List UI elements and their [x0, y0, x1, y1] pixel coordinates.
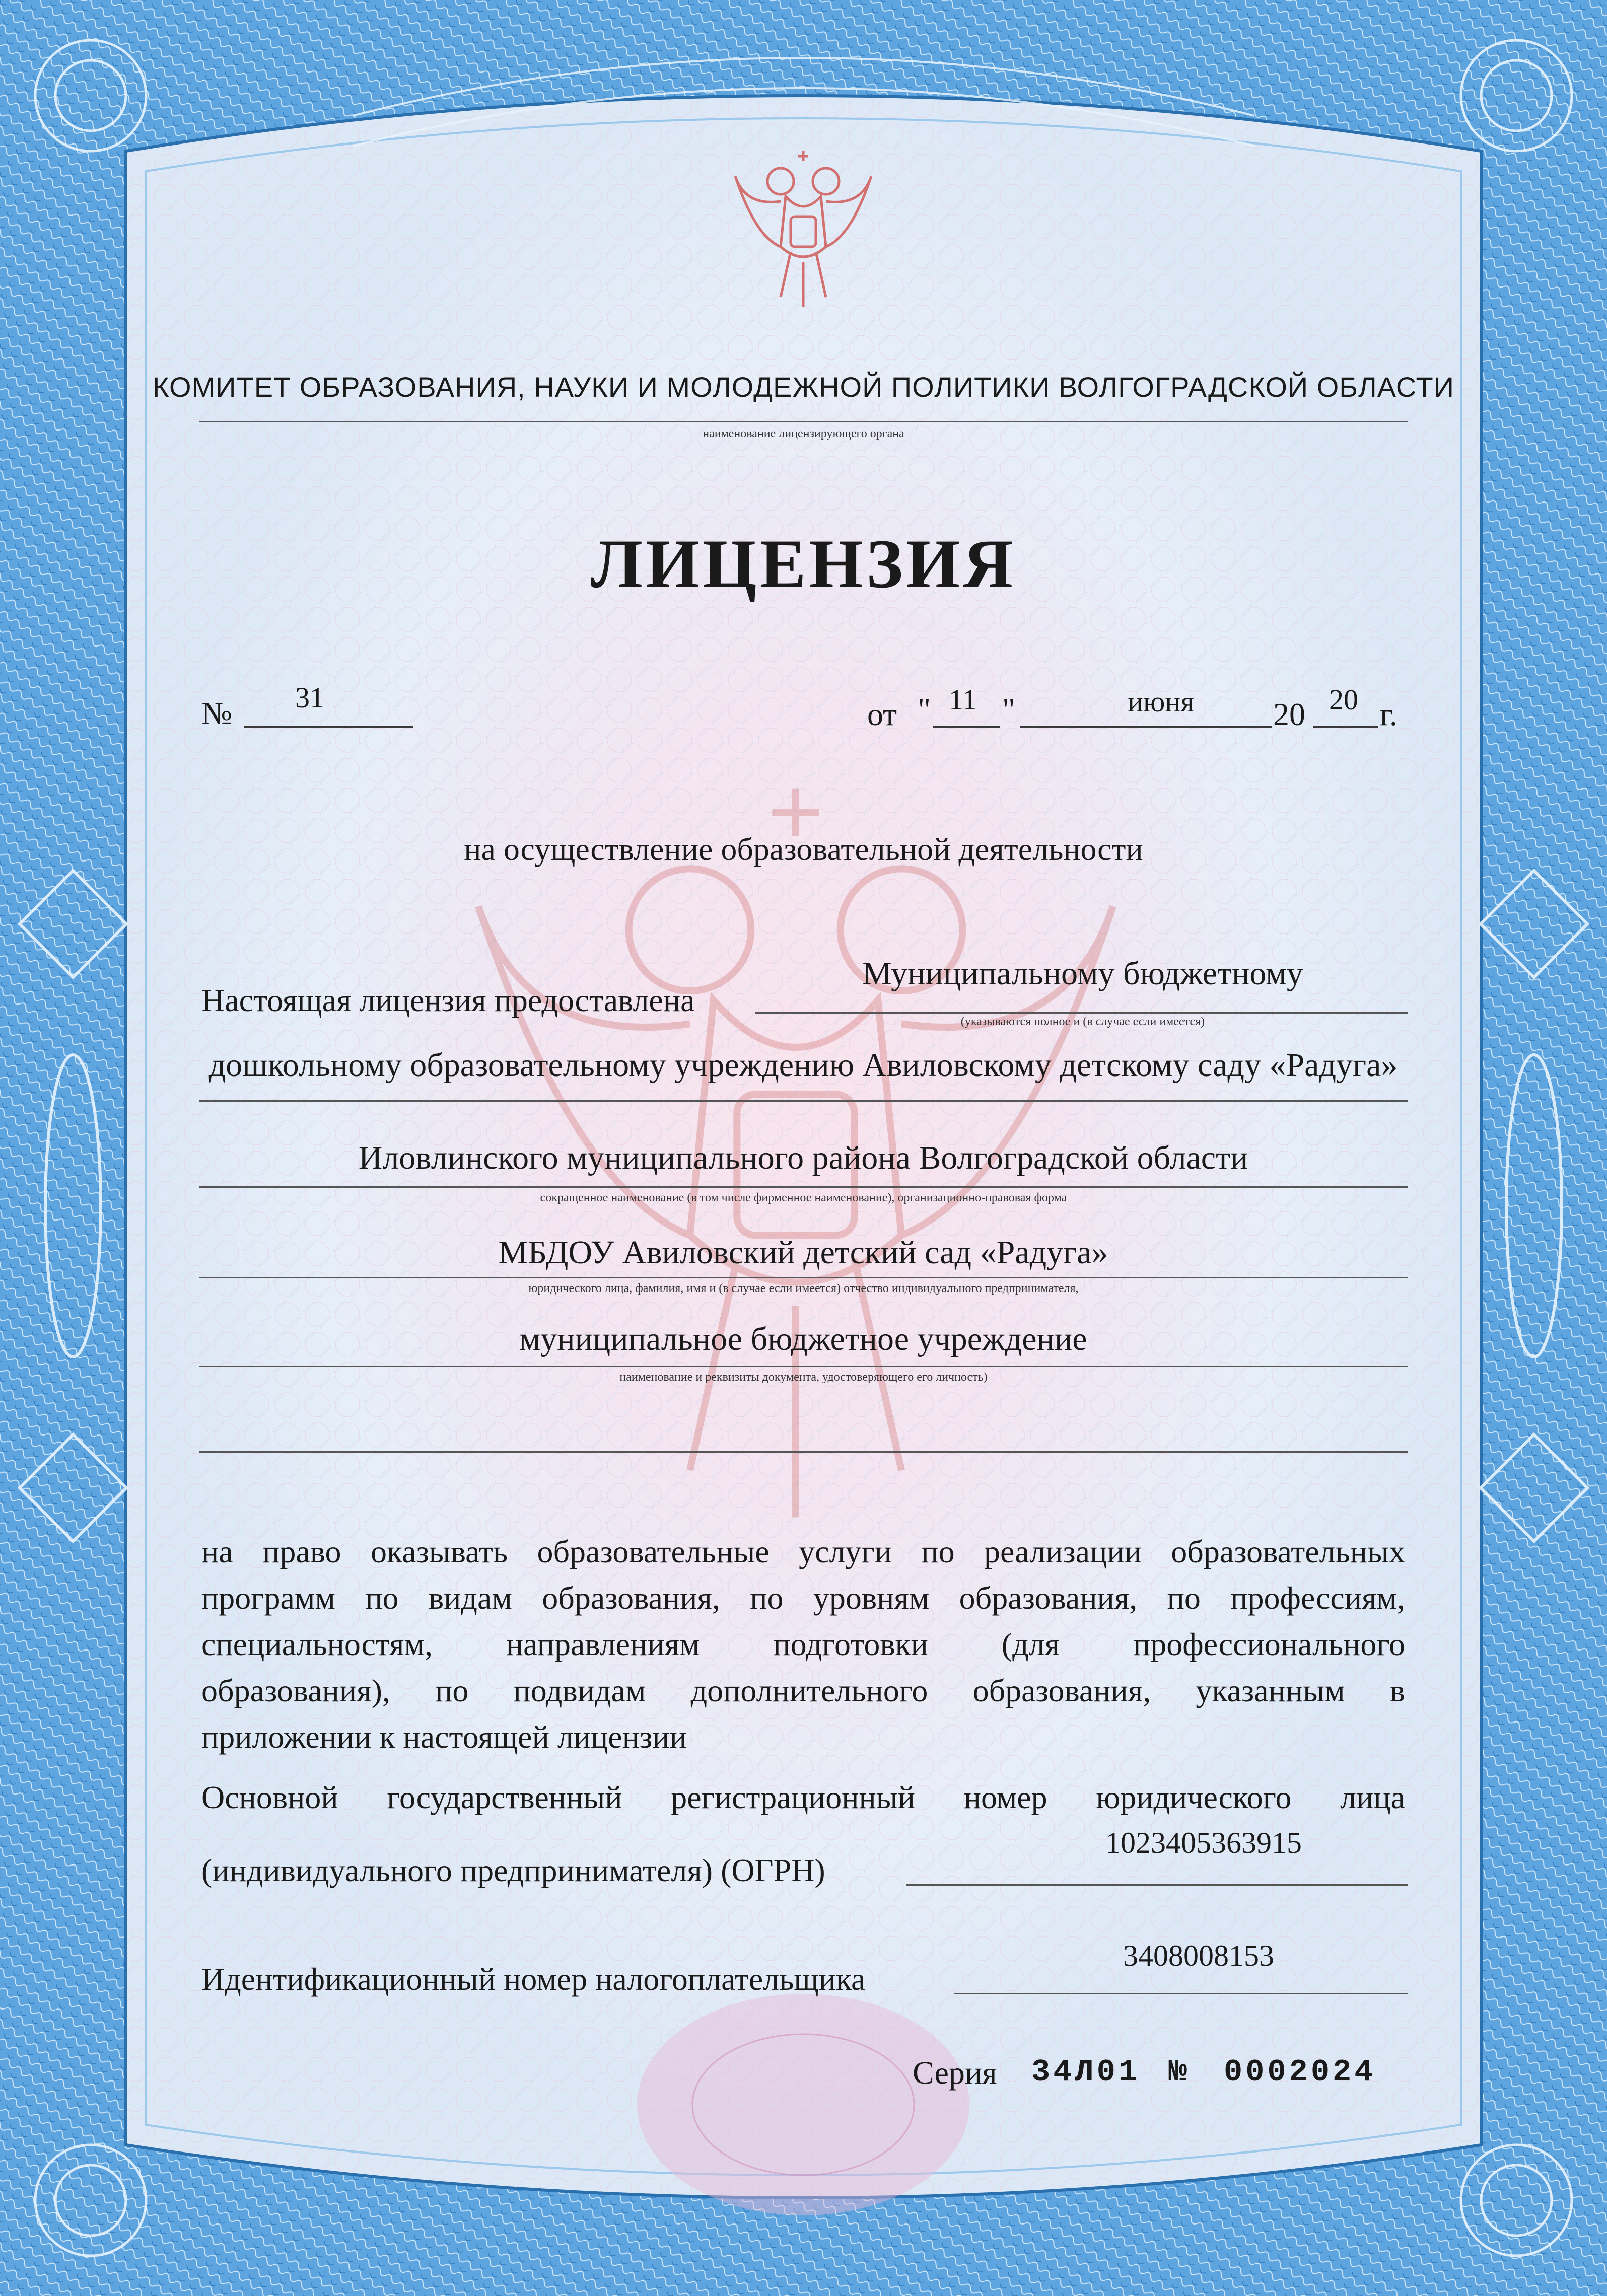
serial-label: Серия — [913, 2055, 997, 2091]
licensee-underline-5 — [199, 1366, 1408, 1367]
licensee-caption-5: наименование и реквизиты документа, удостоверяющего его личность) — [619, 1371, 988, 1384]
year-suffix: 20 — [1329, 683, 1358, 716]
inn-underline — [954, 1993, 1408, 1994]
date-quote-open: " — [918, 691, 931, 727]
licensee-underline-2 — [199, 1100, 1408, 1102]
year-prefix: 20 — [1273, 696, 1305, 732]
year-underline — [1313, 726, 1378, 728]
rights-line-1: на право оказывать образовательные услуги по реализации образовательных — [201, 1534, 1405, 1569]
ogrn-value: 1023405363915 — [1105, 1826, 1302, 1859]
licensee-label: Настоящая лицензия предоставлена — [201, 982, 695, 1018]
day-underline — [933, 726, 1000, 728]
date-suffix: г. — [1380, 696, 1398, 732]
double-headed-eagle-emblem — [725, 146, 881, 312]
serial-number-sign: № — [1168, 2054, 1191, 2090]
licensee-caption-1: (указываются полное и (в случае если имеется) — [960, 1015, 1205, 1028]
licensee-underline-3 — [199, 1186, 1408, 1188]
ogrn-label-line-1: Основной государственный регистрационный номер юридического лица — [201, 1779, 1405, 1815]
licensee-name-line-3: Иловлинского муниципального района Волгоградской области — [358, 1139, 1248, 1176]
rights-line-3: специальностям, направлениям подготовки (для профессионального — [201, 1626, 1405, 1662]
date-prefix: от — [867, 696, 897, 732]
licensee-name-line-1: Муниципальному бюджетному — [862, 955, 1303, 992]
licensee-caption-3: сокращенное наименование (в том числе фирменное наименование), организационно-правовая форма — [540, 1191, 1067, 1204]
number-sign: № — [201, 695, 233, 731]
rights-line-2: программ по видам образования, по уровням образования, по профессиям, — [201, 1580, 1405, 1616]
licensee-short-name: МБДОУ Авиловский детский сад «Радуга» — [498, 1234, 1108, 1271]
document-title: ЛИЦЕНЗИЯ — [591, 525, 1016, 602]
date-day: 11 — [949, 683, 977, 716]
date-quote-close: " — [1002, 691, 1016, 727]
licensee-underline-4 — [199, 1277, 1408, 1278]
licensee-caption-4: юридического лица, фамилия, имя и (в случае если имеется) отчество индивидуального предпринимателя, — [528, 1282, 1079, 1295]
number-underline — [244, 726, 413, 728]
ogrn-label-line-2: (индивидуального предпринимателя) (ОГРН) — [201, 1852, 825, 1888]
serial-number: 0002024 — [1224, 2054, 1376, 2090]
authority-underline — [199, 421, 1408, 422]
licensee-underline-1 — [755, 1012, 1408, 1014]
license-purpose: на осуществление образовательной деятельности — [464, 831, 1143, 867]
licensee-name-line-2: дошкольному образовательному учреждению Авиловскому детскому саду «Радуга» — [208, 1047, 1398, 1084]
authority-caption: наименование лицензирующего органа — [703, 427, 904, 440]
ogrn-underline — [906, 1884, 1408, 1886]
inn-value: 3408008153 — [1123, 1939, 1274, 1972]
licensee-underline-6 — [199, 1451, 1408, 1453]
serial-series: 34Л01 — [1031, 2054, 1141, 2090]
licensee-legal-form: муниципальное бюджетное учреждение — [519, 1321, 1087, 1357]
license-number: 31 — [295, 681, 324, 714]
rights-line-5: приложении к настоящей лицензии — [201, 1719, 687, 1755]
rights-line-4: образования), по подвидам дополнительного образования, указанным в — [201, 1673, 1405, 1708]
licensing-authority: КОМИТЕТ ОБРАЗОВАНИЯ, НАУКИ И МОЛОДЕЖНОЙ ПОЛИТИКИ ВОЛГОГРАДСКОЙ ОБЛАСТИ — [153, 371, 1454, 403]
date-month: июня — [1127, 685, 1195, 718]
inn-label: Идентификационный номер налогоплательщика — [201, 1961, 866, 1997]
month-underline — [1020, 726, 1272, 728]
